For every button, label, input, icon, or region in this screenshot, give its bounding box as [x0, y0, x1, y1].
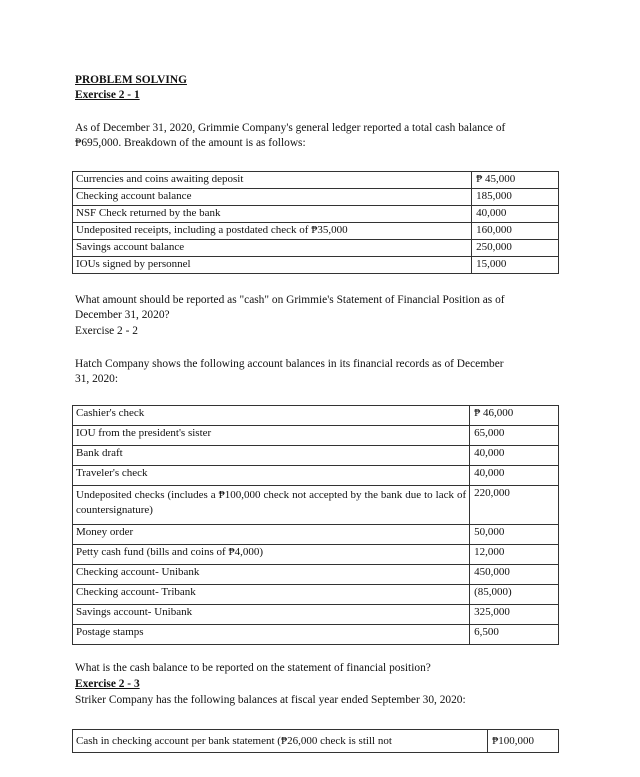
table-row [73, 406, 559, 426]
exercise-1-title: Exercise 2 - 1 [75, 89, 140, 101]
ex2-balance-table [72, 405, 559, 645]
row-amount: 40,000 [470, 466, 559, 486]
row-label: IOU from the president's sister [73, 426, 470, 446]
row-amount: 40,000 [472, 206, 559, 223]
row-amount: 160,000 [472, 223, 559, 240]
row-amount: 250,000 [472, 240, 559, 257]
row-amount: ₱ 45,000 [472, 172, 559, 189]
row-amount: 50,000 [470, 525, 559, 545]
table-row [73, 625, 559, 645]
row-amount: 450,000 [470, 565, 559, 585]
row-amount: (85,000) [470, 585, 559, 605]
row-label: Petty cash fund (bills and coins of ₱4,000) [73, 545, 470, 565]
row-amount: 65,000 [470, 426, 559, 446]
row-label: Cash in checking account per bank statement (₱26,000 check is still not [73, 730, 488, 753]
row-label: Savings account- Unibank [73, 605, 470, 625]
row-label: Currencies and coins awaiting deposit [73, 172, 472, 189]
row-label: Checking account- Tribank [73, 585, 470, 605]
section-title: PROBLEM SOLVING [75, 74, 187, 86]
ex1-balance-table [72, 171, 559, 274]
table-row [73, 730, 559, 753]
row-label: Checking account balance [73, 189, 472, 206]
table-row [73, 585, 559, 605]
table-row [73, 605, 559, 625]
row-label: NSF Check returned by the bank [73, 206, 472, 223]
table-row [73, 426, 559, 446]
table-row [73, 466, 559, 486]
table-row [73, 545, 559, 565]
row-amount: ₱100,000 [488, 730, 559, 753]
row-amount: 325,000 [470, 605, 559, 625]
table-row [73, 525, 559, 545]
exercise-2-title: Exercise 2 - 2 [75, 325, 138, 337]
ex2-question: What is the cash balance to be reported on the statement of financial position? [75, 662, 431, 674]
row-label: Money order [73, 525, 470, 545]
table-row [73, 206, 559, 223]
row-label: Undeposited checks (includes a ₱100,000 check not accepted by the bank due to lack of countersignature) [73, 486, 470, 525]
row-label: Undeposited receipts, including a postdated check of ₱35,000 [73, 223, 472, 240]
ex2-intro-line1: Hatch Company shows the following account balances in its financial records as of December [75, 358, 504, 370]
ex1-intro-line1: As of December 31, 2020, Grimmie Company's general ledger reported a total cash balance of [75, 122, 506, 134]
row-label: Checking account- Unibank [73, 565, 470, 585]
table-row [73, 446, 559, 466]
row-amount: ₱ 46,000 [470, 406, 559, 426]
ex3-balance-table [72, 729, 559, 753]
ex1-intro-line2: ₱695,000. Breakdown of the amount is as follows: [75, 137, 306, 149]
table-row [73, 189, 559, 206]
row-amount: 40,000 [470, 446, 559, 466]
table-row [73, 172, 559, 189]
row-label: Savings account balance [73, 240, 472, 257]
row-label: Postage stamps [73, 625, 470, 645]
ex1-question-line2: December 31, 2020? [75, 309, 170, 321]
row-amount: 15,000 [472, 257, 559, 274]
table-row [73, 486, 559, 525]
row-label: Cashier's check [73, 406, 470, 426]
row-amount: 6,500 [470, 625, 559, 645]
table-row [73, 257, 559, 274]
row-amount: 12,000 [470, 545, 559, 565]
row-amount: 185,000 [472, 189, 559, 206]
ex2-intro-line2: 31, 2020: [75, 373, 119, 385]
ex3-intro: Striker Company has the following balances at fiscal year ended September 30, 2020: [75, 694, 466, 706]
row-label: Bank draft [73, 446, 470, 466]
table-row [73, 240, 559, 257]
exercise-3-title: Exercise 2 - 3 [75, 678, 140, 690]
table-row [73, 565, 559, 585]
row-label: IOUs signed by personnel [73, 257, 472, 274]
table-row [73, 223, 559, 240]
row-amount: 220,000 [470, 486, 559, 525]
ex1-question-line1: What amount should be reported as "cash" on Grimmie's Statement of Financial Position as of [75, 294, 505, 306]
row-label: Traveler's check [73, 466, 470, 486]
